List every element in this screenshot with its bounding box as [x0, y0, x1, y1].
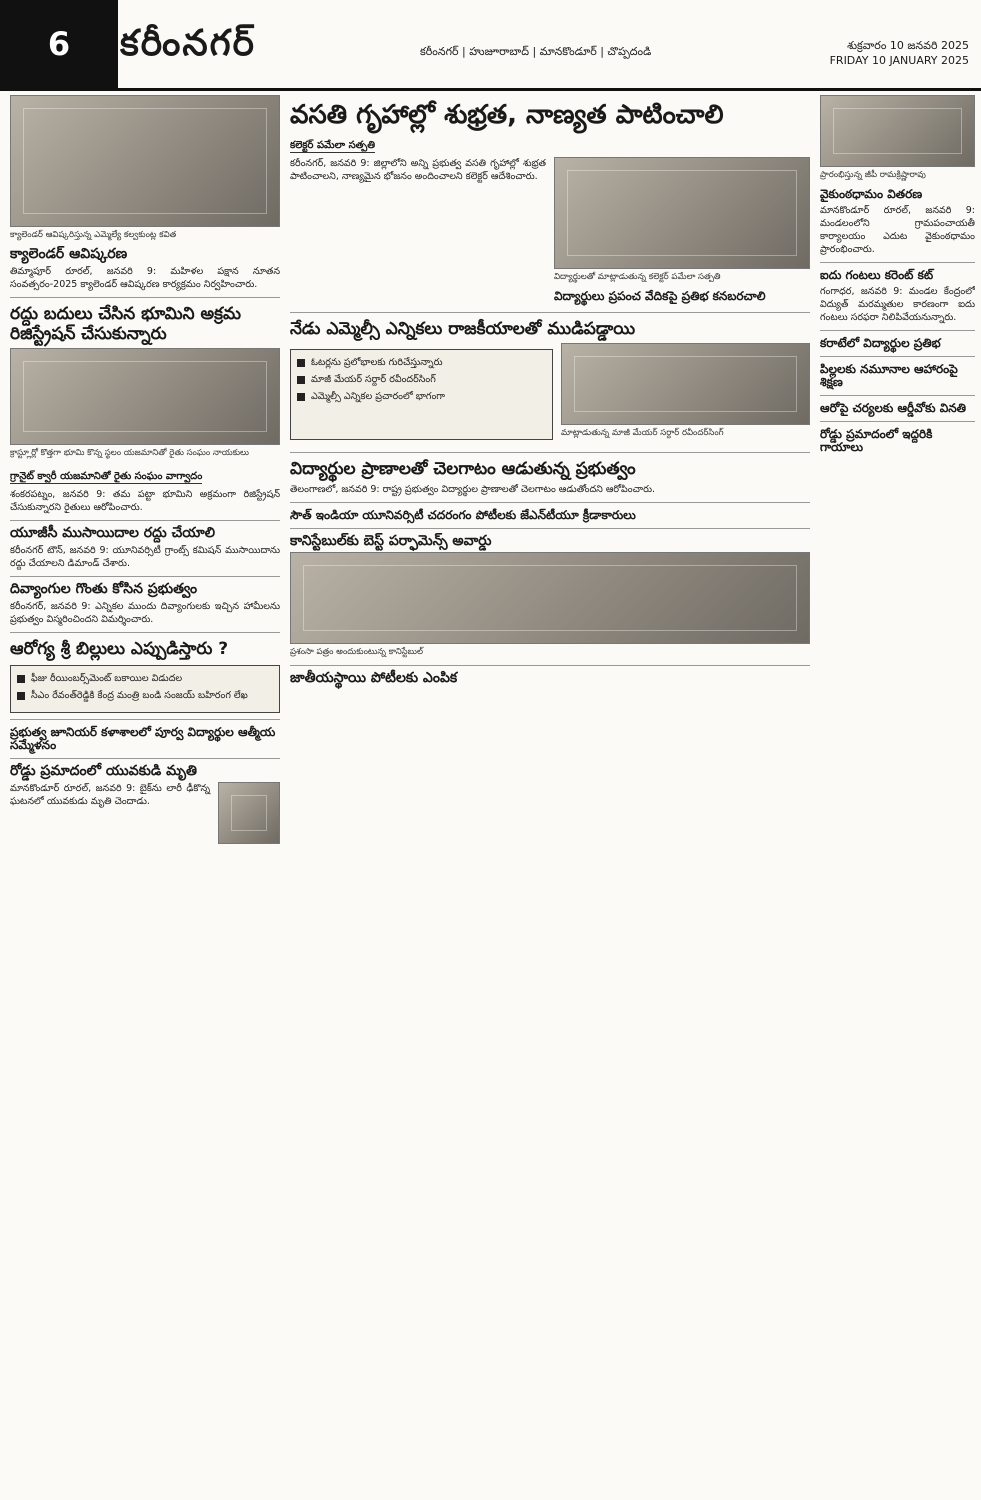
headline-ugc: యూజీసీ ముసాయిదాల రద్దు చేయాలి [10, 525, 216, 541]
photo-caption: క్యాలెండర్ ఆవిష్కరిస్తున్న ఎమ్మెల్యే కల్వకుంట్ల కవిత [10, 230, 177, 240]
box-item: ఫీజు రీయింబర్స్‌మెంట్ బకాయిల విడుదల [17, 672, 273, 685]
bullet-icon [297, 359, 305, 367]
mlc-box [290, 349, 553, 440]
divider [10, 297, 280, 298]
article-body: కరీంనగర్ టౌన్, జనవరి 9: యూనివర్సిటీ గ్రాంట్స్ కమిషన్ ముసాయిదాను రద్దు చేయాలని డిమాండ్ చేశారు. [10, 545, 280, 569]
headline-karate: కరాటేలో విద్యార్థుల ప్రతిభ [820, 336, 941, 350]
masthead-subtitle: కరీంనగర్ | హుజూరాబాద్ | మానకొండూర్ | చొప్పదండి [420, 45, 652, 58]
box-item: సీఎం రేవంత్‌రెడ్డికి కేంద్ర మంత్రి బండి సంజయ్ బహిరంగ లేఖ [17, 689, 273, 702]
police-photo [290, 552, 810, 644]
headline-students: విద్యార్థులు ప్రపంచ వేదికపై ప్రతిభ కనబరచాలి [554, 289, 766, 303]
divider [290, 312, 810, 313]
photo-caption: మాట్లాడుతున్న మాజీ మేయర్ సర్దార్ రవీందర్‌సింగ్ [561, 428, 724, 438]
photo-caption: విద్యార్థులతో మాట్లాడుతున్న కలెక్టర్ పమేలా సత్పతి [554, 272, 721, 282]
photo-caption: ప్రశంసా పత్రం అందుకుంటున్న కానిస్టేబుల్ [290, 647, 423, 657]
headline-student-lives: విద్యార్థుల ప్రాణాలతో చెలగాటం ఆడుతున్న ప్రభుత్వం [290, 459, 636, 479]
accident-block [10, 782, 280, 844]
headline-disabled: దివ్యాంగుల గొంతు కోసిన ప్రభుత్వం [10, 581, 198, 597]
right-column [820, 95, 975, 1495]
divider [10, 758, 280, 759]
headline-power-cut: ఐదు గంటలు కరెంట్ కట్ [820, 268, 934, 282]
headline-rdo-petition: ఆరోపై చర్యలకు ఆర్డీవోకు వినతి [820, 401, 967, 415]
article-body: మానకొండూర్ రూరల్, జనవరి 9: బైక్‌ను లారీ ఢీకొన్న ఘటనలో యువకుడు మృతి చెందాడు. [10, 783, 210, 807]
headline-road-accident: రోడ్డు ప్రమాదంలో ఇద్దరికి గాయాలు [820, 427, 933, 454]
headline-alumni: ప్రభుత్వ జూనియర్ కళాశాలలో పూర్వ విద్యార్థుల ఆత్మీయ సమ్మేళనం [10, 725, 276, 752]
divider [10, 520, 280, 521]
headline-land: రద్దు బదులు చేసిన భూమిని అక్రమ రిజిస్ట్రేషన్ చేసుకున్నారు [10, 304, 241, 344]
bullet-icon [17, 675, 25, 683]
divider [10, 719, 280, 720]
headline-constable-award: కానిస్టేబుల్‌కు బెస్ట్ పర్ఫామెన్స్ అవార్డు [290, 533, 492, 549]
article-body: తిమ్మాపూర్ రూరల్, జనవరి 9: మహిళల పక్షాన నూతన సంవత్సరం-2025 క్యాలెండర్ ఆవిష్కరణ కార్యక్రమం నిర్వహించారు. [10, 266, 280, 290]
headline-accident: రోడ్డు ప్రమాదంలో యువకుడి మృతి [10, 763, 197, 779]
land-photo [10, 348, 280, 445]
divider [820, 395, 975, 396]
students-photo [554, 157, 810, 269]
byline: కలెక్టర్ పమేలా సత్పతి [290, 140, 376, 151]
divider [820, 262, 975, 263]
highlight-box [10, 665, 280, 713]
victim-photo [218, 782, 280, 844]
headline-arogya: ఆరోగ్య శ్రీ బిల్లులు ఎప్పుడిస్తారు ? [10, 639, 229, 659]
mlc-story [290, 343, 810, 446]
box-item: ఎమ్మెల్సీ ఎన్నికల ప్రచారంలో భాగంగా [297, 390, 546, 403]
headline-nutrition: పిల్లలకు నమూనాల ఆహారంపై శిక్షణ [820, 362, 958, 389]
masthead-title: కరీంనగర్ [120, 23, 257, 64]
page-number: 6 [0, 0, 118, 88]
headline-mlc: నేడు ఎమ్మెల్సీ ఎన్నికలు రాజకీయాలతో ముడిపడ్డాయి [290, 319, 636, 339]
box-item: ఓటర్లను ప్రలోభాలకు గురిచేస్తున్నారు [297, 356, 546, 369]
bullet-icon [17, 692, 25, 700]
article-body: కరీంనగర్, జనవరి 9: జిల్లాలోని అన్ని ప్రభుత్వ వసతి గృహాల్లో శుభ్రత పాటించాలని, నాణ్యమైన భోజనం అందించాలని కలెక్టర్ ఆదేశించారు. [290, 158, 546, 182]
divider [290, 452, 810, 453]
article-body: శంకరపట్నం, జనవరి 9: తమ పట్టా భూమిని అక్రమంగా రిజిస్ట్రేషన్ చేసుకున్నారని రైతులు ఆరోపించారు. [10, 489, 280, 513]
divider [10, 632, 280, 633]
inauguration-photo [820, 95, 975, 167]
bullet-icon [297, 393, 305, 401]
calendar-photo [10, 95, 280, 227]
date-english: FRIDAY 10 JANUARY 2025 [829, 54, 969, 67]
divider [820, 421, 975, 422]
headline-national: జాతీయస్థాయి పోటీలకు ఎంపిక [290, 670, 458, 686]
box-item: మాజీ మేయర్ సర్దార్ రవీందర్‌సింగ్ [297, 373, 546, 386]
divider [290, 502, 810, 503]
photo-caption: క్రాస్ట్లూర్లో కొత్తగా భూమి కొన్న స్థలం యజమానితో రైతు సంఘం నాయకులు [10, 448, 249, 458]
left-column [10, 95, 280, 1495]
mlc-photo [561, 343, 810, 425]
article-body: కరీంనగర్, జనవరి 9: ఎన్నికల ముందు దివ్యాంగులకు ఇచ్చిన హామీలను ప్రభుత్వం విస్మరించిందని విమర్శించారు. [10, 601, 280, 625]
article-body: మానకొండూర్ రూరల్, జనవరి 9: మండలంలోని గ్రామపంచాయతీ కార్యాలయం ఎదుట వైకుంఠధామం ప్రారంభించారు. [820, 205, 975, 255]
headline-chess: సౌత్ ఇండియా యూనివర్సిటీ చదరంగం పోటీలకు జేఎన్‌టీయూ క్రీడాకారులు [290, 508, 636, 522]
lead-headline: వసతి గృహాల్లో శుభ్రత, నాణ్యత పాటించాలి [290, 100, 724, 130]
divider [820, 356, 975, 357]
lead-story [290, 157, 810, 306]
photo-caption: ప్రారంభిస్తున్న జీపీ రామక్రిష్ణారావు [820, 170, 926, 180]
article-body: గంగాధర, జనవరి 9: మండల కేంద్రంలో విద్యుత్ మరమ్మతుల కారణంగా ఐదు గంటలు సరఫరా నిలిపివేయనున్నారు. [820, 286, 975, 323]
headline-calendar: క్యాలెండర్ ఆవిష్కరణ [10, 246, 128, 262]
divider [290, 528, 810, 529]
subhead-granite: గ్రానైట్ క్వారీ యజమానితో రైతు సంఘం వాగ్వాదం [10, 471, 203, 482]
divider [10, 576, 280, 577]
date-telugu: శుక్రవారం 10 జనవరి 2025 [847, 39, 969, 52]
center-column [290, 95, 810, 1495]
divider [820, 330, 975, 331]
divider [290, 665, 810, 666]
bullet-icon [297, 376, 305, 384]
headline-crematorium: వైకుంఠధామం వితరణ [820, 187, 923, 201]
issue-date [830, 38, 969, 68]
article-body: తెలంగాణలో, జనవరి 9: రాష్ట్ర ప్రభుత్వం విద్యార్థుల ప్రాణాలతో చెలగాటం ఆడుతోందని ఆరోపించారు. [290, 484, 656, 495]
header-rule [0, 88, 981, 91]
